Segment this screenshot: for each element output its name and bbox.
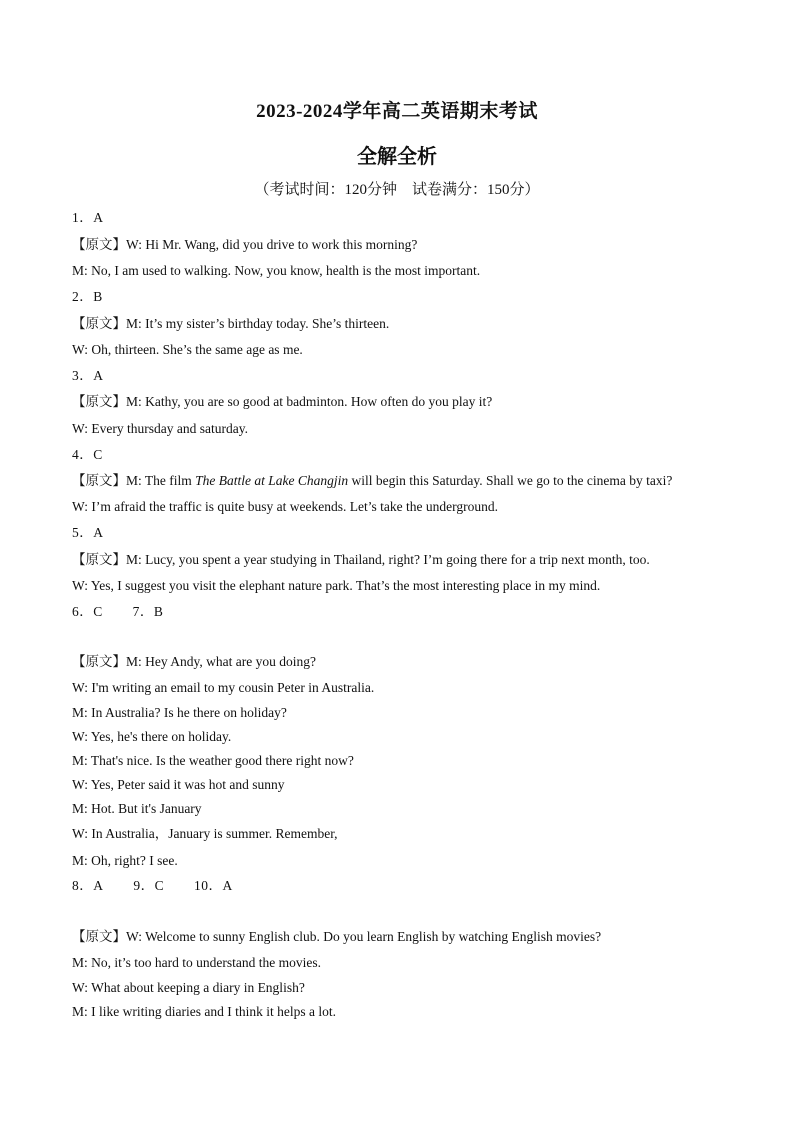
transcript-line: M: No, it’s too hard to understand the movies. [72, 955, 321, 970]
transcript-line: W: What about keeping a diary in English? [72, 980, 305, 995]
answer-9: 9．C [133, 878, 165, 893]
transcript-line: W: Yes, I suggest you visit the elephant nature park. That’s the most interesting place in my mind. [72, 578, 601, 593]
answer-1: 1．A [72, 210, 104, 225]
answer-10: 10．A [194, 878, 233, 893]
transcript-line: 【原文】W: Welcome to sunny English club. Do you learn English by watching English movies? [72, 929, 602, 944]
answer-3: 3．A [72, 368, 104, 383]
transcript-line: M: Hot. But it's January [72, 801, 202, 816]
exam-title: 2023-2024学年高二英语期末考试 [256, 101, 538, 122]
answer-6: 6．C [72, 604, 103, 619]
transcript-line: M: No, I am used to walking. Now, you know, health is the most important. [72, 263, 481, 278]
transcript-line: W: Yes, he's there on holiday. [72, 729, 232, 744]
exam-info: （考试时间：120分钟 试卷满分：150分） [254, 182, 540, 198]
transcript-line: 【原文】W: Hi Mr. Wang, did you drive to work this morning? [72, 237, 418, 252]
transcript-suffix: will begin this Saturday. Shall we go to the cinema by taxi? [348, 473, 673, 488]
transcript-line: 【原文】M: Lucy, you spent a year studying in Thailand, right? I’m going there for a trip next month, too. [72, 552, 650, 567]
transcript-line: W: In Australia，January is summer. Remember, [72, 826, 338, 841]
answer-2: 2．B [72, 289, 103, 304]
answer-4: 4．C [72, 447, 103, 462]
transcript-line: M: That's nice. Is the weather good there right now? [72, 753, 354, 768]
transcript-line: W: I’m afraid the traffic is quite busy at weekends. Let’s take the underground. [72, 499, 498, 514]
transcript-line: M: I like writing diaries and I think it helps a lot. [72, 1004, 336, 1019]
transcript-line: M: Oh, right? I see. [72, 853, 178, 868]
transcript-line: W: Yes, Peter said it was hot and sunny [72, 777, 285, 792]
transcript-line: M: In Australia? Is he there on holiday? [72, 705, 287, 720]
transcript-line [72, 473, 672, 489]
answer-7: 7．B [132, 604, 164, 619]
transcript-line: 【原文】M: Hey Andy, what are you doing? [72, 654, 316, 669]
film-title: The Battle at Lake Changjin [195, 473, 349, 488]
answers-8-10 [72, 878, 233, 894]
transcript-line: 【原文】M: Kathy, you are so good at badminton. How often do you play it? [72, 394, 493, 409]
transcript-line: W: Oh, thirteen. She’s the same age as me. [72, 342, 303, 357]
answer-5: 5．A [72, 525, 104, 540]
answers-6-7 [72, 604, 163, 620]
transcript-line: 【原文】M: It’s my sister’s birthday today. She’s thirteen. [72, 316, 390, 331]
answer-8: 8．A [72, 878, 104, 893]
transcript-line: W: I'm writing an email to my cousin Peter in Australia. [72, 680, 375, 695]
transcript-prefix: 【原文】M: The film [72, 473, 196, 488]
exam-subtitle: 全解全析 [357, 146, 437, 168]
transcript-line: W: Every thursday and saturday. [72, 421, 248, 436]
